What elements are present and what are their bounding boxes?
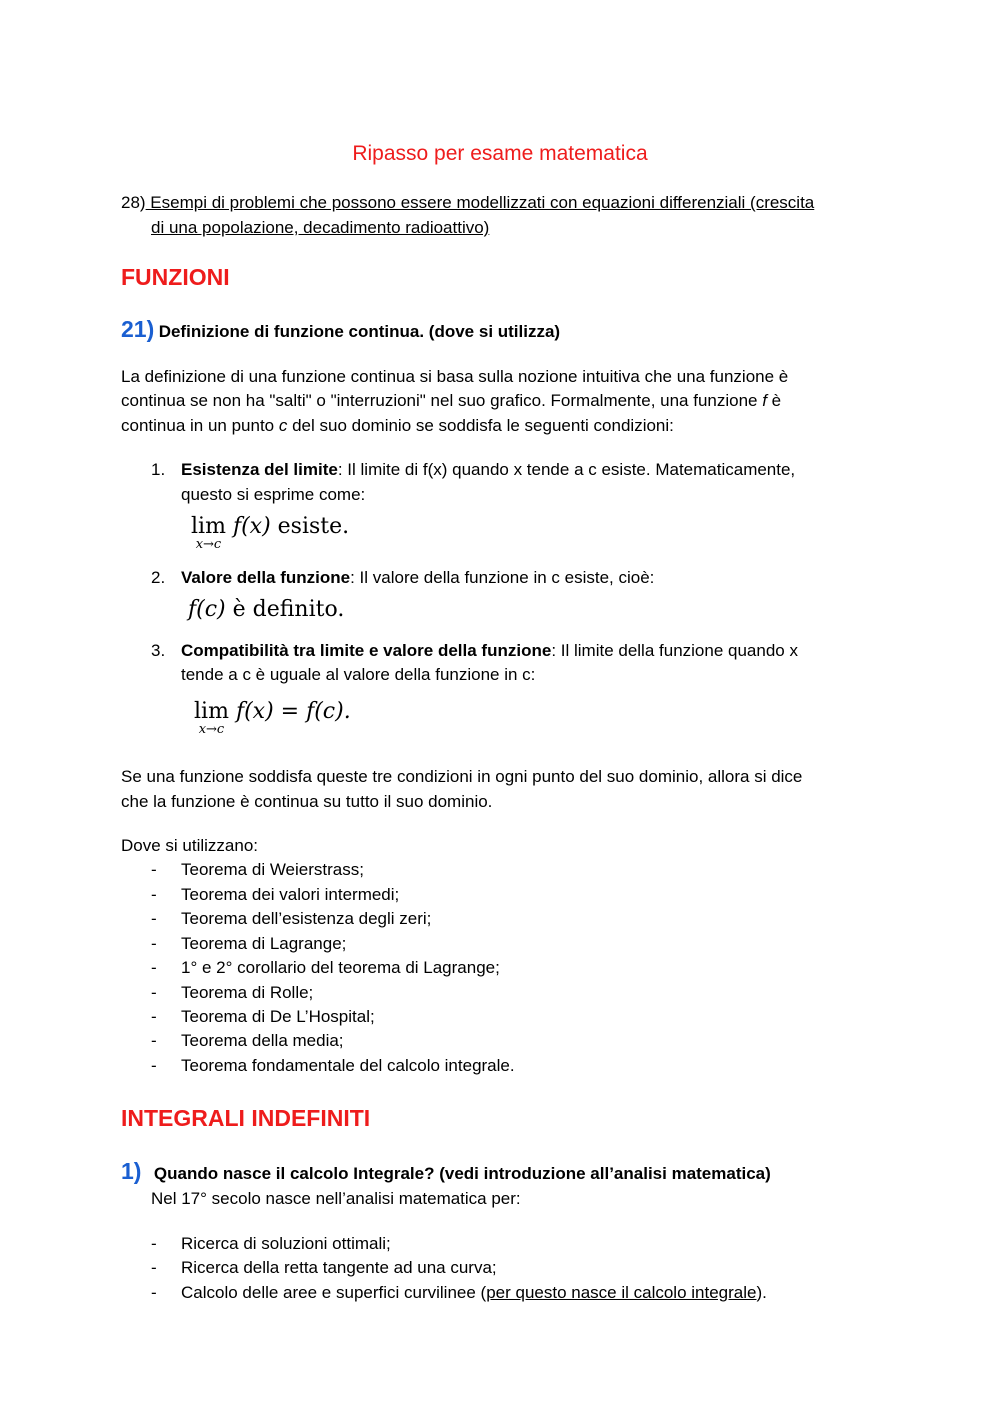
condition-3-line2: tende a c è uguale al valore della funzione in c: (181, 665, 536, 684)
condition-3-line1 (181, 639, 798, 663)
condition-3-formula (194, 699, 351, 736)
limit-operator (194, 699, 229, 736)
usage-label: Dove si utilizzano: (121, 836, 259, 855)
condition-2-formula (188, 597, 344, 622)
condition-3-title: Compatibilità tra limite e valore della funzione (181, 641, 552, 660)
intro-line1: La definizione di una funzione continua si basa sulla nozione intuitiva che una funzione è (121, 367, 789, 386)
condition-1-line2: questo si esprime come: (181, 485, 366, 504)
list-item: Teorema fondamentale del calcolo integrale. (181, 1056, 515, 1075)
list-item-underlined: per questo nasce il calcolo integrale (486, 1283, 757, 1302)
list-item: Teorema dei valori intermedi; (181, 885, 400, 904)
intro-line2 (121, 389, 781, 413)
intro-line3-end: del suo dominio se soddisfa le seguenti condizioni: (287, 416, 674, 435)
item-28-line2: di una popolazione, decadimento radioattivo) (151, 218, 490, 237)
question-21-text: Definizione di funzione continua. (dove si utilizza) (158, 322, 561, 341)
question-1 (121, 1158, 771, 1185)
bullet-dash: - (151, 885, 157, 904)
intro-var-f: f (762, 391, 767, 410)
list-item (181, 1281, 767, 1305)
limit-subscript: x→c (195, 537, 222, 552)
bullet-dash: - (151, 1283, 157, 1302)
list-item: Teorema di Weierstrass; (181, 860, 364, 879)
bullet-dash: - (151, 1258, 157, 1277)
list-item: Teorema di Rolle; (181, 983, 314, 1002)
limit-subscript: x→c (198, 722, 225, 737)
section-heading-funzioni: FUNZIONI (121, 264, 230, 290)
intro-var-c: c (278, 416, 288, 435)
bullet-dash: - (151, 1056, 157, 1075)
question-21 (121, 316, 560, 343)
question-1-number: 1) (121, 1158, 142, 1184)
bullet-dash: - (151, 958, 157, 977)
formula-rest: esiste. (270, 514, 350, 539)
condition-3-number: 3. (151, 641, 166, 660)
section-heading-integrali: INTEGRALI INDEFINITI (121, 1105, 371, 1131)
bullet-dash: - (151, 1234, 157, 1253)
bullet-dash: - (151, 909, 157, 928)
list-item: Teorema di De L’Hospital; (181, 1007, 375, 1026)
condition-1-text: : Il limite di f(x) quando x tende a c esiste. Matematicamente, (337, 460, 796, 479)
intro-line3 (121, 414, 674, 438)
condition-1-title: Esistenza del limite (181, 460, 338, 479)
condition-1-number: 1. (151, 460, 166, 479)
conclusion-line2: che la funzione è continua su tutto il suo dominio. (121, 792, 493, 811)
question-1-subtext: Nel 17° secolo nasce nell’analisi matematica per: (151, 1189, 521, 1208)
formula-expression: f(c) (188, 597, 226, 622)
bullet-dash: - (151, 1031, 157, 1050)
item-28-number: 28) (121, 193, 146, 212)
condition-2-title: Valore della funzione (181, 568, 351, 587)
page-title: Ripasso per esame matematica (352, 142, 648, 165)
bullet-dash: - (151, 934, 157, 953)
formula-rest: è definito. (225, 597, 345, 622)
bullet-dash: - (151, 860, 157, 879)
condition-3-text: : Il limite della funzione quando x (551, 641, 798, 660)
list-item: 1° e 2° corollario del teorema di Lagrange; (181, 958, 500, 977)
list-item: Ricerca della retta tangente ad una curva; (181, 1258, 497, 1277)
item-28-line1 (121, 191, 814, 215)
bullet-dash: - (151, 1007, 157, 1026)
condition-2-text: : Il valore della funzione in c esiste, cioè: (350, 568, 655, 587)
list-item: Teorema della media; (181, 1031, 344, 1050)
list-item: Ricerca di soluzioni ottimali; (181, 1234, 391, 1253)
question-1-text: Quando nasce il calcolo Integrale? (vedi introduzione all’analisi matematica) (153, 1164, 771, 1183)
conclusion-line1: Se una funzione soddisfa queste tre condizioni in ogni punto del suo dominio, allora si dice (121, 767, 803, 786)
intro-line2-end: è (766, 391, 782, 410)
limit-operator (191, 514, 226, 551)
condition-1-formula (191, 514, 349, 551)
formula-expression: f(x) (232, 514, 271, 539)
intro-line2-text: continua se non ha "salti" o "interruzioni" nel suo grafico. Formalmente, una funzione (121, 391, 763, 410)
limit-label: lim (194, 699, 229, 724)
bullet-dash: - (151, 983, 157, 1002)
list-item-tail: ). (756, 1283, 767, 1302)
intro-line3-text: continua in un punto (121, 416, 279, 435)
formula-expression: f(x) = f(c). (235, 699, 351, 724)
condition-1-line1 (181, 458, 795, 482)
list-item: Teorema di Lagrange; (181, 934, 347, 953)
condition-2-line1 (181, 566, 654, 590)
limit-label: lim (191, 514, 226, 539)
list-item-text: Calcolo delle aree e superfici curvilinee ( (181, 1283, 487, 1302)
item-28-text: Esempi di problemi che possono essere modellizzati con equazioni differenziali (crescita (145, 193, 815, 212)
question-21-number: 21) (121, 316, 155, 342)
list-item: Teorema dell’esistenza degli zeri; (181, 909, 432, 928)
condition-2-number: 2. (151, 568, 166, 587)
